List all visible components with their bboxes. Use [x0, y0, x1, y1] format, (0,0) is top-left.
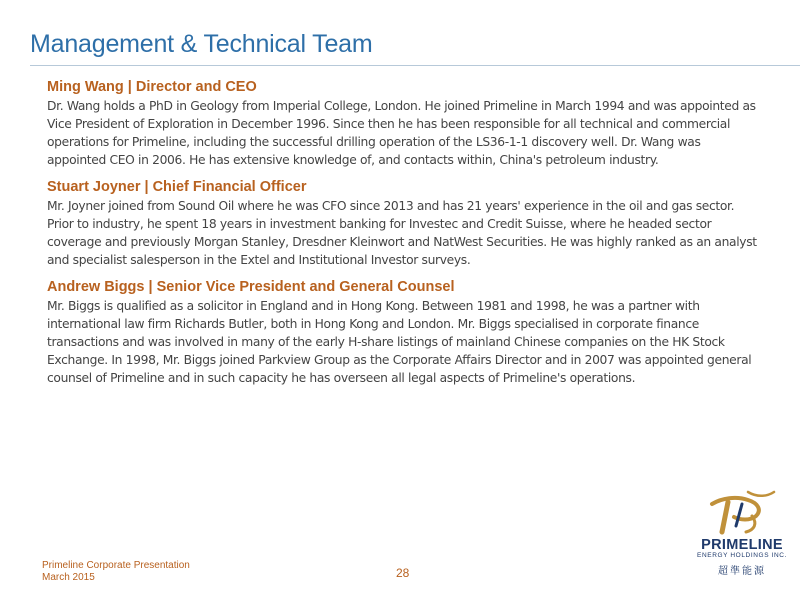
member-name: Stuart Joyner | Chief Financial Officer: [47, 179, 307, 195]
team-list: [47, 78, 762, 396]
member-bio: Dr. Wang holds a PhD in Geology from Imperial College, London. He joined Primeline in March 1994 and was appointed as Vice President of Exploration in December 1996. Since then he has been responsible for all technical and commercial operations for Primeline, including the successful drilling operation of the LS36-1-1 discovery well. Dr. Wang was appointed CEO in 2006. He has extensive knowledge of, and contacts within, China's petroleum industry.: [47, 99, 756, 167]
team-member-andrew-biggs: [47, 278, 762, 387]
logo-chinese-name: 超準能源: [718, 566, 766, 577]
company-logo: [694, 490, 790, 580]
member-name: Andrew Biggs | Senior Vice President and General Counsel: [47, 279, 455, 295]
slide-title: Management & Technical Team: [30, 30, 373, 58]
team-member-stuart-joyner: [47, 178, 762, 269]
page-number: 28: [396, 566, 410, 580]
title-divider: [30, 65, 800, 66]
team-member-ming-wang: [47, 78, 762, 169]
footer-date: March 2015: [42, 572, 95, 583]
logo-wordmark: PRIMELINE: [701, 537, 783, 553]
member-bio: Mr. Biggs is qualified as a solicitor in England and in Hong Kong. Between 1981 and 1998, he was a partner with international law firm Richards Butler, both in Hong Kong and London. Mr. Biggs specialised in corporate finance transactions and was involved in many of the early H-share listings of mainland Chinese companies on the HK Stock Exchange. In 1998, Mr. Biggs joined Parkview Group as the Corporate Affairs Director and in 2007 was appointed general counsel of Primeline and in such capacity he has overseen all legal aspects of Primeline's operations.: [47, 299, 752, 385]
logo-subtitle: ENERGY HOLDINGS INC.: [697, 552, 787, 559]
member-name: Ming Wang | Director and CEO: [47, 79, 257, 95]
primeline-p-logo-icon: [708, 490, 776, 536]
member-bio: Mr. Joyner joined from Sound Oil where he was CFO since 2013 and has 21 years' experience in the oil and gas sector. Prior to industry, he spent 18 years in investment banking for Investec and Credit Suisse, where he headed sector coverage and previously Morgan Stanley, Dresdner Kleinwort and NatWest Securities. He was highly ranked as an analyst and specialist salesperson in the Extel and Institutional Investor surveys.: [47, 199, 757, 267]
footer-presentation-name: Primeline Corporate Presentation: [42, 560, 190, 571]
footer-info: [42, 560, 190, 584]
